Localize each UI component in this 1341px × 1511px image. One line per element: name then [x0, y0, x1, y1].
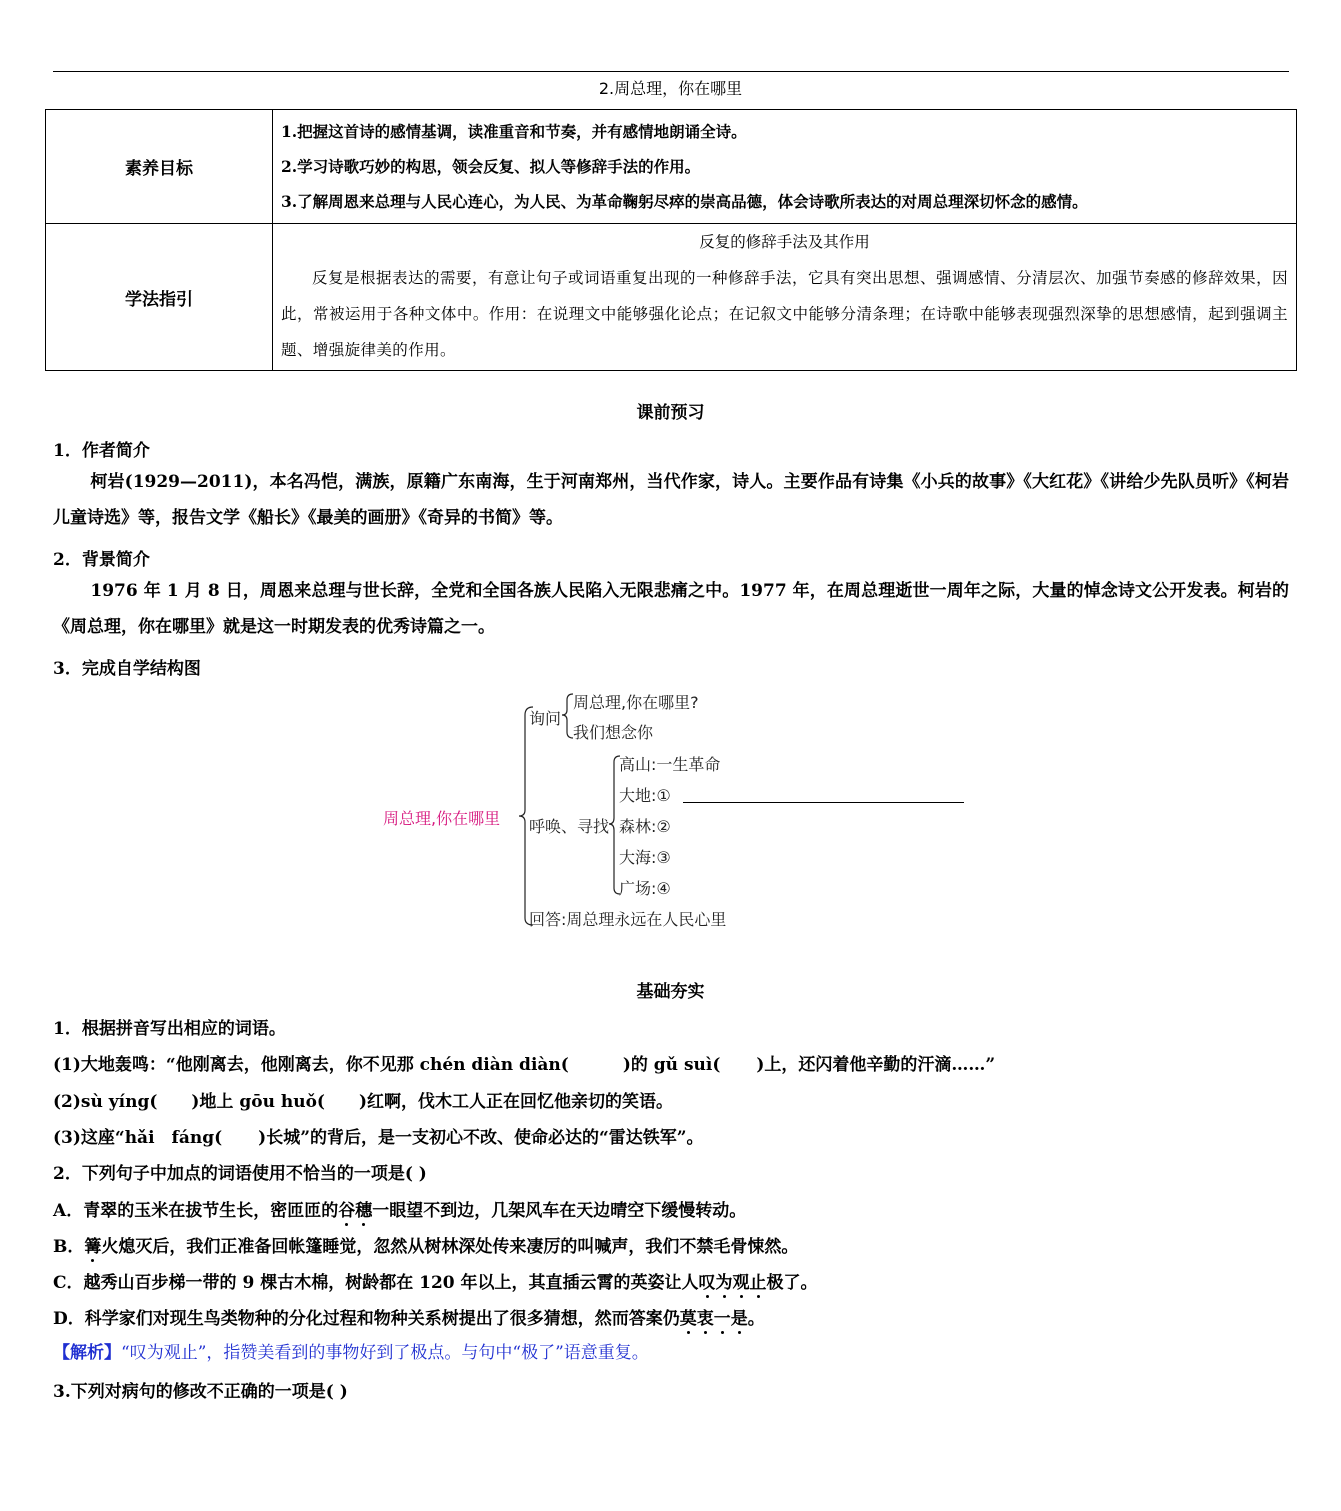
q1-2-part-c: )红啊，伐木工人正在回忆他亲切的笑语。	[358, 1092, 674, 1112]
method-head: 学法指引	[46, 224, 273, 371]
item-diagram-title: 3．完成自学结构图	[53, 659, 201, 679]
question-1-3	[53, 1123, 1289, 1148]
q1-2-part-b: )地上 gōu huǒ(	[191, 1092, 325, 1112]
diagram-call: 呼唤、寻找	[529, 817, 610, 836]
question-1-2	[53, 1087, 1289, 1112]
q1-3-part-b: )长城”的背后，是一支初心不改、使命必达的“雷达铁军”。	[258, 1128, 704, 1148]
analysis-text: “叹为观止”，指赞美看到的事物好到了极点。与句中“极了”语意重复。	[121, 1343, 649, 1363]
dotted-char: 止	[750, 1268, 767, 1293]
lesson-title: 2.周总理，你在哪里	[598, 79, 743, 98]
question-1: 1．根据拼音写出相应的词语。	[53, 1019, 286, 1039]
dotted-char: 为	[716, 1268, 733, 1293]
option-c-text-end: 极了。	[766, 1273, 818, 1293]
goal-3: 3.了解周恩来总理与人民心连心，为人民、为革命鞠躬尽瘁的崇高品德，体会诗歌所表达的对周总理深切怀念的感情。	[281, 192, 1088, 211]
item-background-title: 2．背景简介	[53, 550, 150, 570]
dotted-char: 衷	[697, 1304, 714, 1329]
q1-1-part-a: (1)大地轰鸣：“他刚离去，他刚离去，你不见那 chén diàn diàn(	[53, 1055, 569, 1075]
question-1-1	[53, 1050, 1289, 1075]
diagram-call-item-1: 高山:一生革命	[619, 755, 721, 774]
section-title-basics: 基础夯实	[636, 982, 705, 1002]
dotted-char: 是	[731, 1304, 748, 1329]
diagram-answer: 回答:周总理永远在人民心里	[529, 910, 727, 929]
dotted-char: 穗	[355, 1196, 372, 1221]
method-text: 反复是根据表达的需要，有意让句子或词语重复出现的一种修辞手法，它具有突出思想、强调感情、分清层次、加强节奏感的修辞效果，因此，常被运用于各种文体中。作用：在说理文中能够强化论点；在记叙文中能够分清条理；在诗歌中能够表现强烈深挚的思想感情，起到强调主题、增强旋律美的作用。	[281, 269, 1288, 359]
goal-1: 1.把握这首诗的感情基调，读准重音和节奏，并有感情地朗诵全诗。	[281, 122, 747, 141]
method-title: 反复的修辞手法及其作用	[699, 233, 870, 251]
dotted-char: 一	[714, 1304, 731, 1329]
q1-3-part-a: (3)这座“hǎi fáng(	[53, 1128, 223, 1148]
dotted-char: 叹	[699, 1268, 716, 1293]
dotted-char: 观	[733, 1268, 750, 1293]
q1-1-part-b: )的 gǔ suì(	[622, 1055, 721, 1075]
item-author-text: 柯岩(1929—2011)，本名冯恺，满族，原籍广东南海，生于河南郑州，当代作家，诗人。主要作品有诗集《小兵的故事》《大红花》《讲给少先队员听》《柯岩儿童诗选》等，报告文学《船长》《最美的画册》《奇异的书简》等。	[53, 472, 1289, 528]
diagram-ask: 询问	[529, 709, 562, 728]
goals-head: 素养目标	[46, 110, 273, 224]
diagram-call-item-2: 大地:①	[619, 786, 671, 805]
dotted-char: 篝	[84, 1232, 101, 1257]
option-c-text: C．越秀山百步梯一带的 9 棵古木棉，树龄都在 120 年以上，其直插云霄的英姿让人	[53, 1273, 699, 1293]
diagram-call-item-4: 大海:③	[619, 848, 671, 867]
diagram-ask-item-1: 周总理,你在哪里?	[573, 693, 699, 712]
option-d[interactable]	[53, 1304, 1289, 1329]
item-author-title: 1．作者简介	[53, 441, 150, 461]
goal-2: 2.学习诗歌巧妙的构思，领会反复、拟人等修辞手法的作用。	[281, 157, 701, 176]
q1-2-part-a: (2)sù yíng(	[53, 1092, 158, 1112]
diagram-call-item-3: 森林:②	[619, 817, 671, 836]
option-a-text: A．青翠的玉米在拔节生长，密匝匝的	[53, 1201, 339, 1221]
option-d-text-end: 。	[747, 1309, 765, 1329]
q1-1-part-c: )上，还闪着他辛勤的汗滴……”	[756, 1055, 996, 1075]
option-b[interactable]	[53, 1232, 1289, 1257]
diagram-call-item-5: 广场:④	[619, 879, 671, 898]
diagram-ask-item-2: 我们想念你	[573, 723, 654, 742]
option-b-text: 火熄灭后，我们正准备回帐篷睡觉，忽然从树林深处传来凄厉的叫喊声，我们不禁毛骨悚然。	[101, 1237, 799, 1257]
item-background-text: 1976 年 1 月 8 日，周恩来总理与世长辞，全党和全国各族人民陷入无限悲痛之中。1977 年，在周总理逝世一周年之际，大量的悼念诗文公开发表。柯岩的《周总理，你在哪里》就是这一时期发表的优秀诗篇之一。	[53, 581, 1289, 637]
dotted-char: 莫	[680, 1304, 697, 1329]
option-d-text: D．科学家们对现生鸟类物种的分化过程和物种关系树提出了很多猜想，然而答案仍	[53, 1309, 680, 1329]
dotted-char: 谷	[338, 1196, 355, 1221]
section-title-preview: 课前预习	[636, 403, 705, 423]
analysis	[53, 1338, 649, 1363]
question-3: 3.下列对病句的修改不正确的一项是( )	[53, 1382, 348, 1402]
diagram-root: 周总理,你在哪里	[383, 809, 501, 828]
option-b-label: B．	[53, 1237, 85, 1257]
question-2: 2．下列句子中加点的词语使用不恰当的一项是( )	[53, 1164, 427, 1184]
analysis-tag: 【解析】	[53, 1343, 121, 1363]
option-c[interactable]	[53, 1268, 1289, 1293]
diagram-answer-blank[interactable]	[683, 802, 964, 803]
option-a[interactable]	[53, 1196, 1289, 1221]
option-a-text-end: 一眼望不到边，几架风车在天边晴空下缓慢转动。	[372, 1201, 747, 1221]
goals-table	[45, 109, 1297, 371]
goals-body	[273, 110, 1297, 224]
header-rule	[53, 71, 1289, 72]
method-body	[273, 224, 1297, 371]
